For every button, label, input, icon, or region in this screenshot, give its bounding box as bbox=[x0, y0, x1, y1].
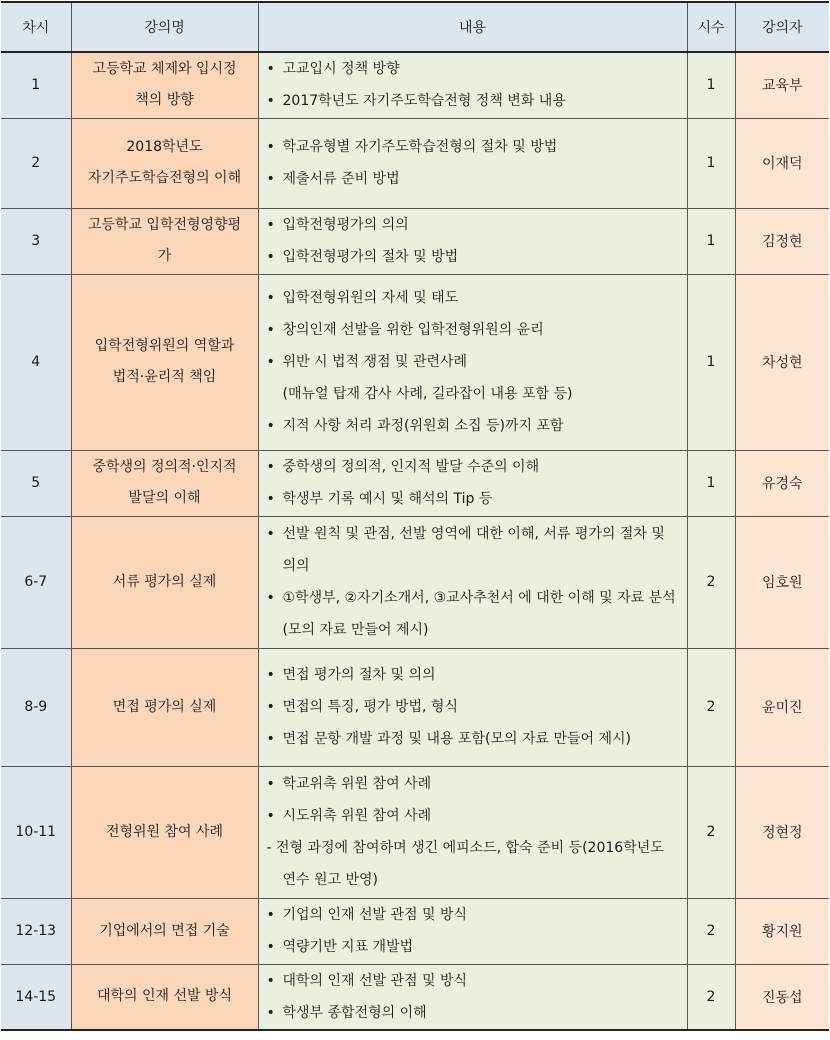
content-item: • 입학전형평가의 절차 및 방법 bbox=[267, 241, 679, 273]
title-line: 자기주도학습전형의 이해 bbox=[87, 170, 242, 186]
title-cell bbox=[71, 648, 258, 766]
table-row bbox=[1, 52, 829, 118]
content-item: • 대학의 인재 선발 관점 및 방식 bbox=[267, 965, 679, 997]
title-cell bbox=[71, 118, 258, 208]
content-item: • 학생부 종합전형의 이해 bbox=[267, 997, 679, 1029]
content-item: • 입학전형위원의 자세 및 태도 bbox=[267, 282, 679, 314]
content-cell bbox=[258, 766, 687, 898]
hours-cell: 1 bbox=[687, 208, 735, 274]
content-item: • 기업의 인재 선발 관점 및 방식 bbox=[267, 899, 679, 931]
content-item: • 학교유형별 자기주도학습전형의 절차 및 방법 bbox=[267, 131, 679, 163]
header-content: 내용 bbox=[258, 2, 687, 52]
table-row bbox=[1, 208, 829, 274]
hours-cell: 2 bbox=[687, 964, 735, 1030]
title-line: 가 bbox=[157, 248, 172, 264]
content-cell bbox=[258, 450, 687, 516]
title-cell bbox=[71, 274, 258, 450]
lecturer-cell: 이재덕 bbox=[735, 118, 829, 208]
title-line: 고등학교 체제와 입시정 bbox=[92, 61, 237, 78]
session-cell: 10-11 bbox=[1, 766, 71, 898]
session-cell: 3 bbox=[1, 208, 71, 274]
content-cell bbox=[258, 118, 687, 208]
header-lecturer: 강의자 bbox=[735, 2, 829, 52]
content-item: • 면접 평가의 절차 및 의의 bbox=[267, 659, 679, 691]
content-item: • 면접의 특징, 평가 방법, 형식 bbox=[267, 691, 679, 723]
hours-cell: 2 bbox=[687, 516, 735, 648]
session-cell: 4 bbox=[1, 274, 71, 450]
title-line: 입학전형위원의 역할과 bbox=[94, 338, 235, 354]
title-cell bbox=[71, 898, 258, 964]
title-cell bbox=[71, 766, 258, 898]
content-item: • 위반 시 법적 쟁점 및 관련사례 bbox=[267, 346, 679, 378]
content-item: • 창의인재 선발을 위한 입학전형위원의 윤리 bbox=[267, 314, 679, 346]
content-cell bbox=[258, 274, 687, 450]
hours-cell: 2 bbox=[687, 648, 735, 766]
content-cell bbox=[258, 52, 687, 118]
content-item: • 중학생의 정의적, 인지적 발달 수준의 이해 bbox=[267, 451, 679, 483]
title-cell bbox=[71, 516, 258, 648]
session-cell: 6-7 bbox=[1, 516, 71, 648]
lecturer-cell: 임호원 bbox=[735, 516, 829, 648]
session-cell: 14-15 bbox=[1, 964, 71, 1030]
content-item: • 고교입시 정책 방향 bbox=[267, 53, 679, 85]
header-hours: 시수 bbox=[687, 2, 735, 52]
title-line: 서류 평가의 실제 bbox=[112, 573, 217, 590]
hours-cell: 1 bbox=[687, 450, 735, 516]
content-item: • 시도위촉 위원 참여 사례 bbox=[267, 800, 679, 832]
header-session: 차시 bbox=[1, 2, 71, 52]
content-item: • 입학전형평가의 의의 bbox=[267, 209, 679, 241]
content-cell bbox=[258, 898, 687, 964]
table-row bbox=[1, 964, 829, 1030]
lecturer-cell: 교육부 bbox=[735, 52, 829, 118]
content-item: • 선발 원칙 및 관점, 선발 영역에 대한 이해, 서류 평가의 절차 및 의의 bbox=[267, 518, 679, 582]
session-cell: 1 bbox=[1, 52, 71, 118]
content-item: • 제출서류 준비 방법 bbox=[267, 163, 679, 195]
content-item: • 학교위촉 위원 참여 사례 bbox=[267, 768, 679, 800]
content-cell bbox=[258, 648, 687, 766]
table-row bbox=[1, 274, 829, 450]
title-cell bbox=[71, 450, 258, 516]
lecturer-cell: 김정현 bbox=[735, 208, 829, 274]
session-cell: 2 bbox=[1, 118, 71, 208]
lecturer-cell: 진동섭 bbox=[735, 964, 829, 1030]
curriculum-table bbox=[1, 1, 829, 1031]
title-line: 2018학년도 bbox=[126, 139, 203, 155]
content-item: - 전형 과정에 참여하며 생긴 에피소드, 합숙 준비 등(2016학년도 연수 원고 반영) bbox=[266, 840, 664, 888]
content-item: • 2017학년도 자기주도학습전형 정책 변화 내용 bbox=[267, 85, 679, 117]
title-line: 발달의 이해 bbox=[128, 490, 201, 506]
title-line: 고등학교 입학전형영향평 bbox=[87, 217, 242, 233]
table-row bbox=[1, 450, 829, 516]
title-cell bbox=[71, 208, 258, 274]
title-line: 중학생의 정의적·인지적 bbox=[92, 459, 237, 475]
content-item: • 면접 문항 개발 과정 및 내용 포함(모의 자료 만들어 제시) bbox=[267, 723, 679, 755]
title-line: 면접 평가의 실제 bbox=[112, 698, 217, 715]
table-row bbox=[1, 898, 829, 964]
content-cell bbox=[258, 964, 687, 1030]
content-cell bbox=[258, 516, 687, 648]
table-row bbox=[1, 648, 829, 766]
session-cell: 8-9 bbox=[1, 648, 71, 766]
title-cell bbox=[71, 964, 258, 1030]
hours-cell: 2 bbox=[687, 898, 735, 964]
table-row bbox=[1, 118, 829, 208]
content-item: • 학생부 기록 예시 및 해석의 Tip 등 bbox=[267, 483, 679, 515]
hours-cell: 1 bbox=[687, 274, 735, 450]
lecturer-cell: 황지원 bbox=[735, 898, 829, 964]
table-row bbox=[1, 766, 829, 898]
content-item: • 지적 사항 처리 과정(위원회 소집 등)까지 포함 bbox=[267, 410, 679, 442]
title-line: 기업에서의 면접 기술 bbox=[99, 922, 230, 939]
lecturer-cell: 유경숙 bbox=[735, 450, 829, 516]
title-cell bbox=[71, 52, 258, 118]
title-line: 대학의 인재 선발 방식 bbox=[96, 988, 233, 1005]
title-line: 법적·윤리적 책임 bbox=[112, 369, 217, 385]
content-item: • ①학생부, ②자기소개서, ③교사추천서 에 대한 이해 및 자료 분석(모의 자료 만들어 제시) bbox=[267, 582, 679, 646]
table-header-row bbox=[1, 2, 829, 52]
content-cell bbox=[258, 208, 687, 274]
header-title: 강의명 bbox=[71, 2, 258, 52]
hours-cell: 1 bbox=[687, 118, 735, 208]
lecturer-cell: 정현정 bbox=[735, 766, 829, 898]
content-item: • 역량기반 지표 개발법 bbox=[267, 931, 679, 963]
content-item: (매뉴얼 탑재 감사 사례, 길라잡이 내용 포함 등) bbox=[282, 386, 573, 402]
lecturer-cell: 차성현 bbox=[735, 274, 829, 450]
session-cell: 5 bbox=[1, 450, 71, 516]
lecturer-cell: 윤미진 bbox=[735, 648, 829, 766]
title-line: 전형위원 참여 사례 bbox=[105, 823, 224, 840]
table-row bbox=[1, 516, 829, 648]
hours-cell: 1 bbox=[687, 52, 735, 118]
session-cell: 12-13 bbox=[1, 898, 71, 964]
title-line: 책의 방향 bbox=[135, 92, 194, 109]
hours-cell: 2 bbox=[687, 766, 735, 898]
